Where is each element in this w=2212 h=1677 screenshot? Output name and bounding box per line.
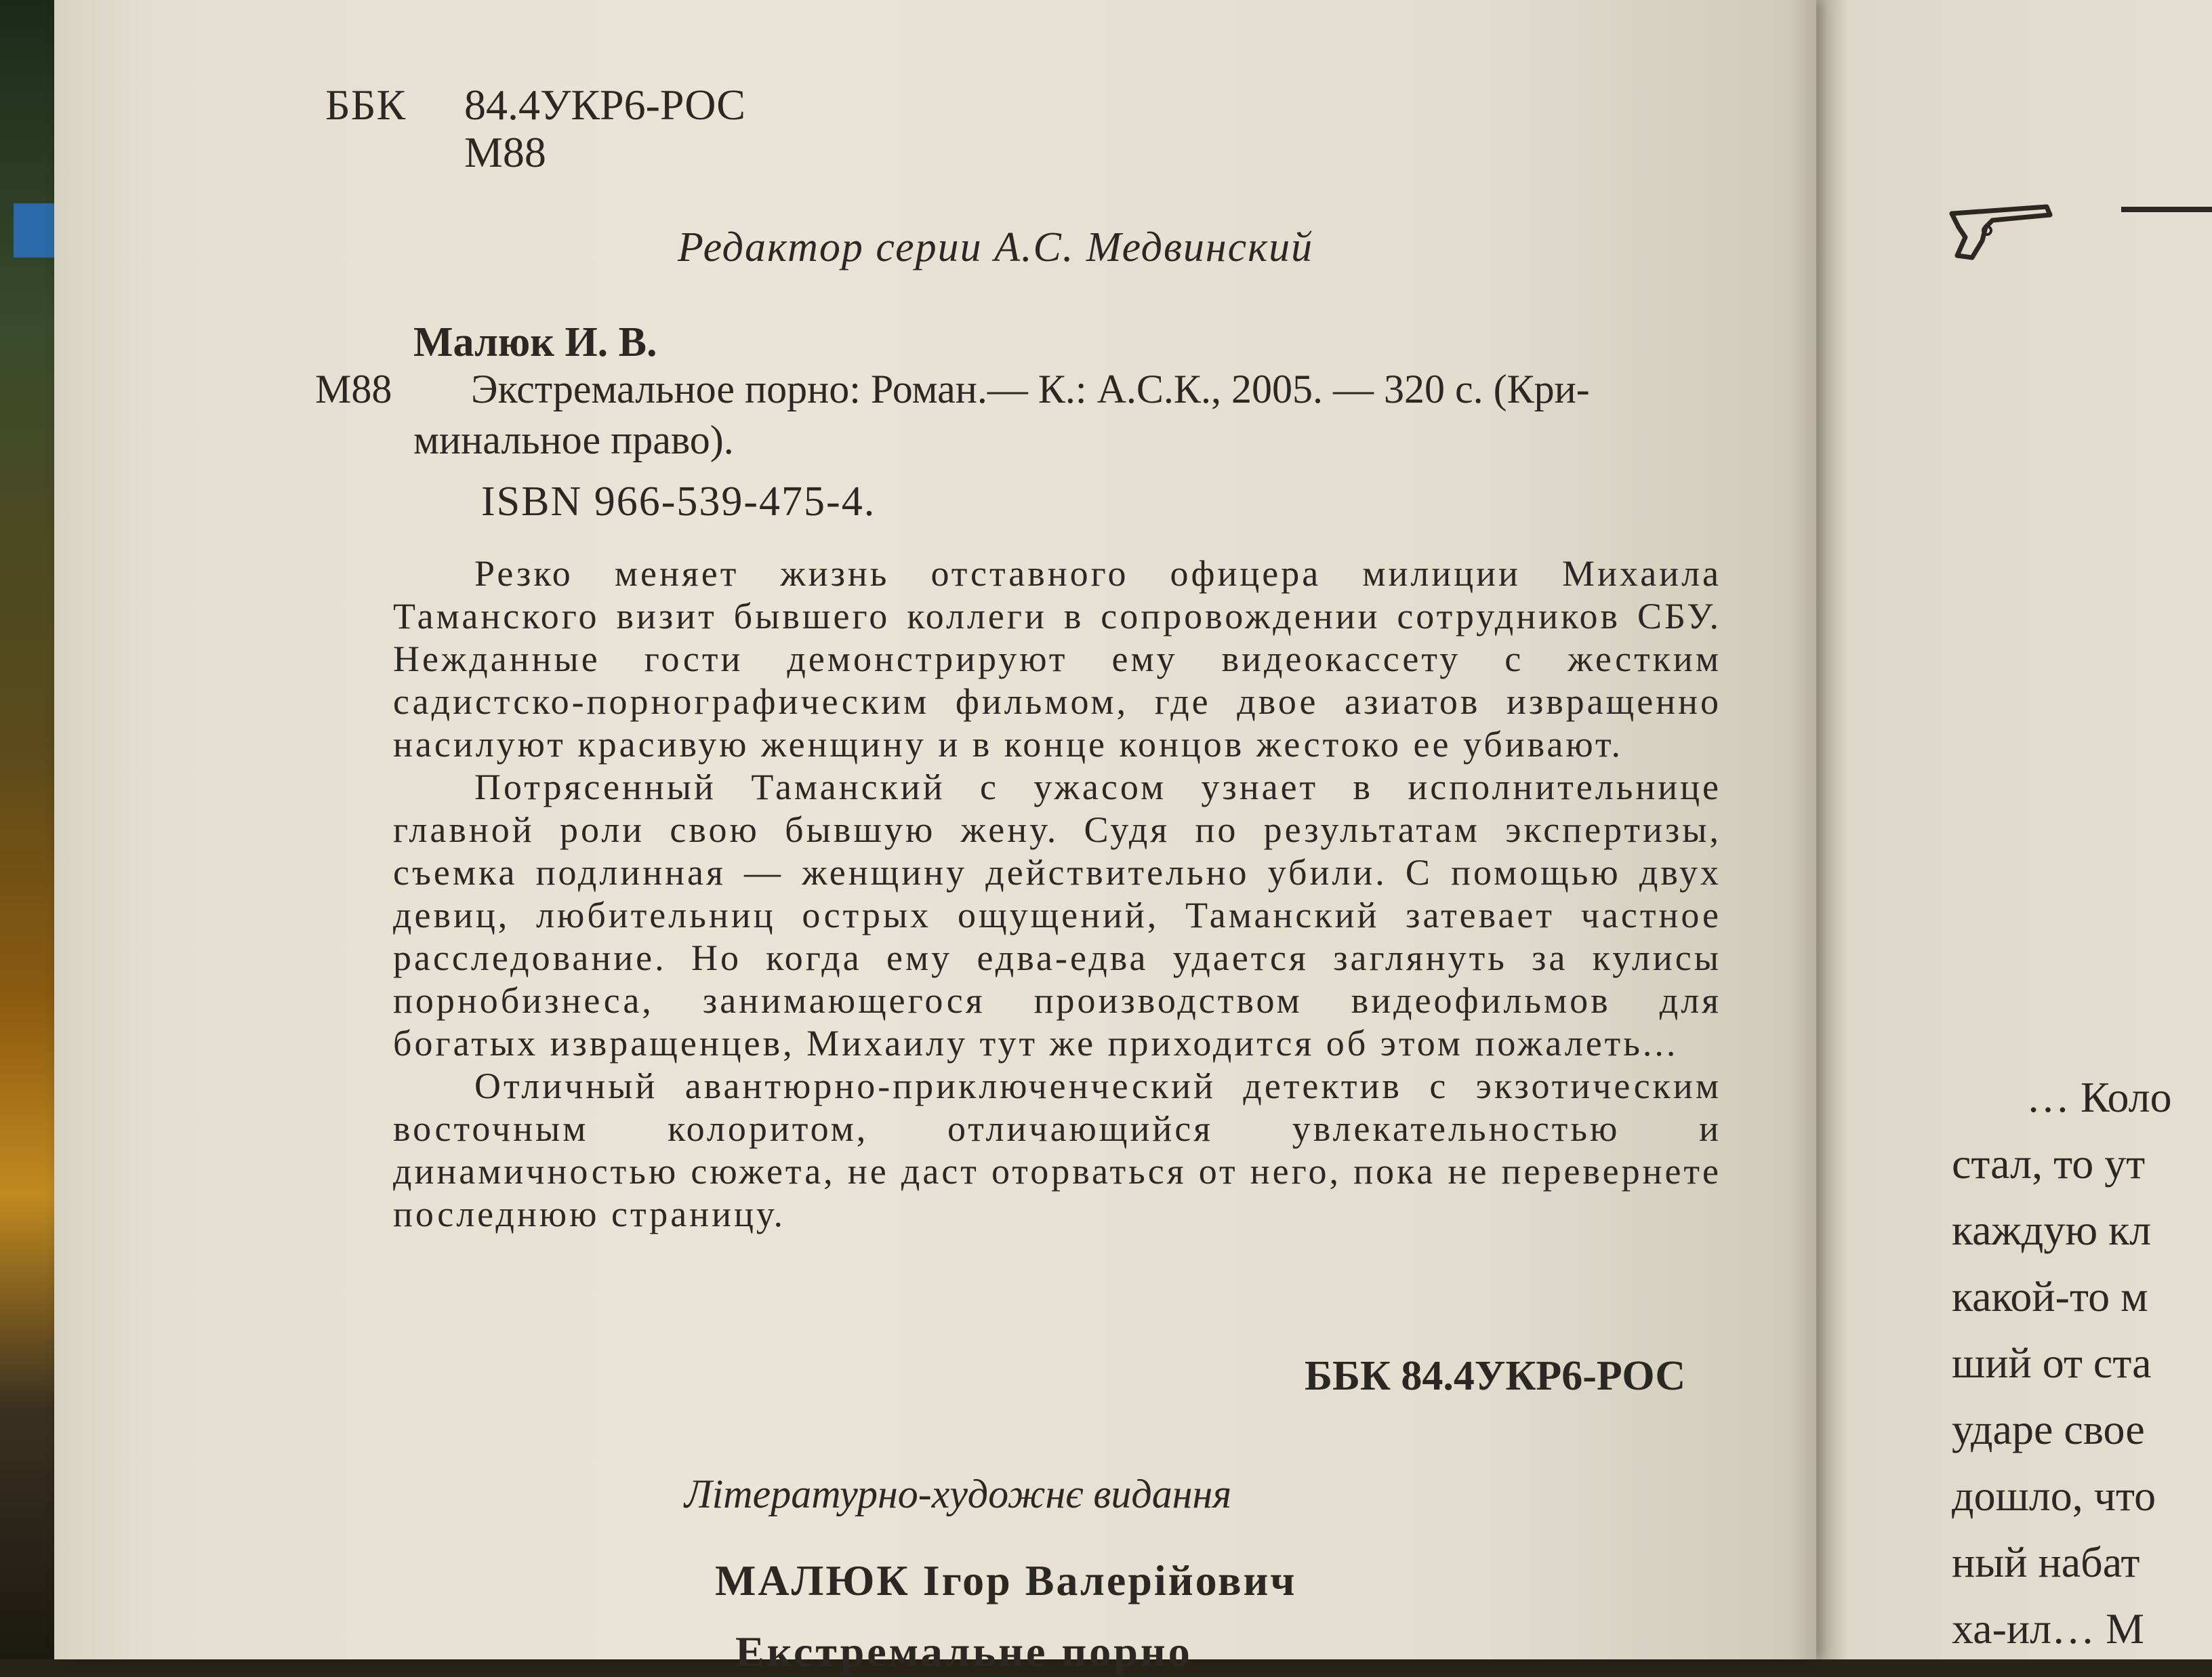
right-page-line: стал, то ут	[1952, 1139, 2146, 1188]
catalog-author: Малюк И. В.	[413, 319, 657, 365]
author-full-name: МАЛЮК Ігор Валерійович	[715, 1556, 1297, 1604]
book-title: Екстремальне порно	[735, 1628, 1193, 1676]
isbn: ISBN 966-539-475-4.	[481, 479, 876, 525]
abstract-paragraph-2: Потрясенный Таманский с ужасом узнает в исполнительнице главной роли свою бывшую жену. Судя по результатам экспертизы, съемка подлинная — женщину действительно убили. С помощью двух девиц, любительниц острых ощущений, Таманский затевает частное расследование. Но когда ему едва-едва удается заглянуть за кулисы порнобизнеса, занимающегося производством видеофильмов для богатых извращенцев, Михаилу тут же приходится об этом пожалеть...	[393, 767, 1721, 1064]
catalog-description-line1: Экстремальное порно: Роман.— К.: А.С.К., 2005. — 320 с. (Кри-	[471, 367, 1590, 411]
author-mark: М88	[464, 128, 546, 176]
abstract-paragraph-3: Отличный авантюрно-приключенческий детектив с экзотическим восточным колоритом, отличающийся увлекательностью и динамичностью сюжета, не даст оторваться от него, пока не перевернете последнюю страницу.	[393, 1066, 1721, 1234]
abstract	[393, 552, 1721, 1236]
right-page-line: … Коло	[2026, 1073, 2172, 1121]
decorative-rule	[2121, 207, 2212, 212]
right-page-line: ударе свое	[1952, 1405, 2145, 1453]
right-page-line: каждую кл	[1952, 1206, 2152, 1254]
series-editor: Редактор серии А.С. Медвинский	[678, 224, 1314, 270]
right-page-line: какой-то м	[1952, 1272, 2148, 1320]
bbk-bottom: ББК 84.4УКР6-РОС	[1305, 1353, 1686, 1399]
right-page-line: дошло, что	[1952, 1472, 2156, 1520]
bbk-label: ББК	[325, 81, 407, 129]
page-gutter	[1789, 0, 1850, 1659]
right-page-line: ный набат	[1952, 1538, 2140, 1586]
right-page-line: ший от ста	[1952, 1339, 2152, 1387]
abstract-paragraph-1: Резко меняет жизнь отставного офицера милиции Михаила Таманского визит бывшего коллеги в сопровождении сотрудников СБУ. Нежданные гости демонстрируют ему видеокассету с жестким садистско-порнографическим фильмом, где двое азиатов извращенно насилуют красивую женщину и в конце концов жестоко ее убивают.	[393, 553, 1721, 765]
right-page-text	[1952, 1064, 2172, 1662]
right-page-line: ха-ил… М	[1952, 1604, 2144, 1653]
edition-type: Літературно-художнє видання	[684, 1472, 1232, 1516]
catalog-description-line2: минальное право).	[413, 418, 734, 462]
catalog-side-mark: М88	[315, 367, 392, 411]
revolver-icon	[1945, 193, 2060, 268]
bbk-code: 84.4УКР6-РОС	[464, 81, 745, 129]
